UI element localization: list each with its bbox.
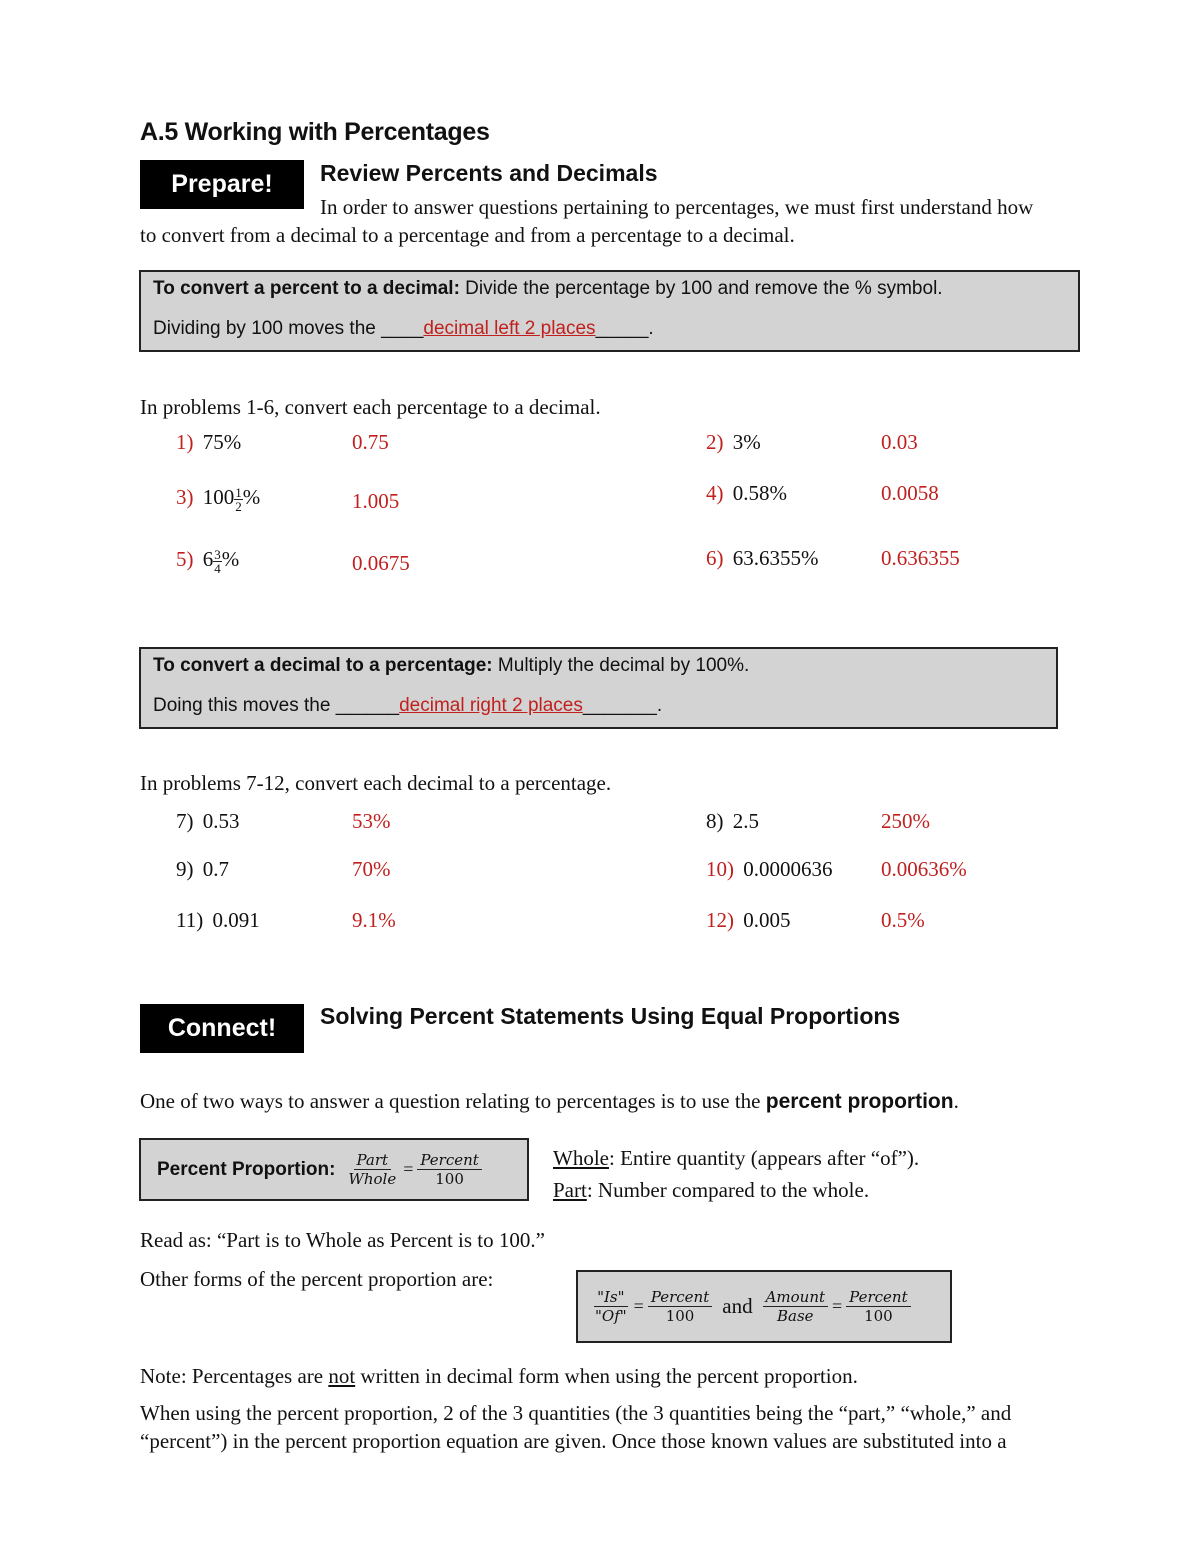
problem-6	[706, 546, 819, 571]
part-def: : Number compared to the whole.	[586, 1178, 870, 1202]
problem-answer: 1.005	[352, 489, 400, 513]
problem-10	[706, 857, 833, 882]
prepare-intro-line1: In order to answer questions pertaining to percentages, we must first understand how	[320, 195, 1034, 219]
frac-denominator: 100	[435, 1170, 464, 1188]
problem-answer: 0.75	[352, 430, 389, 454]
decimal-to-percent-box	[139, 647, 1058, 729]
frac-denominator: 100	[864, 1307, 893, 1325]
whole-def: : Entire quantity (appears after “of”).	[608, 1146, 920, 1170]
is-over-of	[592, 1288, 630, 1325]
prepare-tag	[140, 160, 304, 209]
problem-number: 6)	[706, 546, 724, 570]
box2-end: .	[656, 695, 663, 716]
frac-numerator: Percent	[417, 1151, 481, 1170]
box2-blank-post: _______	[582, 695, 657, 716]
other-forms-text: Other forms of the percent proportion are:	[140, 1267, 494, 1291]
fraction-numerator: 3	[214, 546, 221, 562]
frac-numerator: Percent	[846, 1288, 910, 1307]
problem-answer: 0.0058	[881, 481, 939, 505]
problem-answer: 9.1%	[352, 908, 396, 932]
problem-11	[176, 908, 260, 933]
problem-question: 2.5	[732, 809, 759, 833]
problem-9	[176, 857, 229, 882]
part-definition	[553, 1176, 869, 1204]
fraction-denominator: 4	[214, 560, 221, 576]
box1-answer: decimal left 2 places	[423, 318, 596, 339]
problem-question	[202, 546, 240, 576]
whole-definition	[553, 1144, 919, 1172]
frac-numerator: Part	[354, 1151, 392, 1170]
prepare-intro-line2: to convert from a decimal to a percentage and from a percentage to a decimal.	[140, 223, 795, 247]
connect-intro	[140, 1087, 959, 1116]
box1-end: .	[648, 318, 654, 339]
frac-numerator: Amount	[763, 1288, 828, 1307]
fraction-denominator: 2	[235, 498, 242, 514]
percent-over-100	[846, 1288, 910, 1325]
problem-question: 63.6355%	[732, 546, 819, 570]
problem-number: 2)	[706, 430, 724, 454]
note-text	[140, 1362, 858, 1390]
problem-number: 8)	[706, 809, 724, 833]
problem-answer: 0.5%	[881, 908, 925, 932]
problem-8	[706, 809, 759, 834]
problem-2	[706, 430, 761, 455]
problem-number: 11)	[176, 908, 204, 932]
problem-number: 10)	[706, 857, 734, 881]
box1-line2-prefix: Dividing by 100 moves the	[153, 318, 382, 339]
box1-blank-post: _____	[595, 318, 649, 339]
box1-line1	[153, 278, 943, 300]
part-over-whole	[345, 1151, 399, 1188]
problem-question: 0.005	[743, 908, 791, 932]
problem-answer: 0.03	[881, 430, 918, 454]
percent-over-100	[417, 1151, 481, 1188]
problem-12	[706, 908, 791, 933]
problem-number: 5)	[176, 547, 194, 571]
connect-tag-label: Connect!	[167, 1014, 277, 1042]
percent-proportion-box	[139, 1138, 529, 1201]
connect-tag	[140, 1004, 304, 1053]
problem-question: 0.58%	[732, 481, 787, 505]
percent-to-decimal-box	[139, 270, 1080, 352]
problem-question: 0.091	[212, 908, 260, 932]
read-as-text: Read as: “Part is to Whole as Percent is to 100.”	[140, 1228, 545, 1252]
note-not: not	[328, 1364, 356, 1388]
problem-question	[202, 484, 261, 514]
problem-number: 3)	[176, 485, 194, 509]
problem-number: 1)	[176, 430, 194, 454]
problem-4	[706, 481, 787, 506]
mixed-whole: 100	[202, 485, 235, 509]
prepare-tag-label: Prepare!	[171, 170, 273, 198]
section-title: A.5 Working with Percentages	[140, 118, 490, 146]
problem-answer: 53%	[352, 809, 391, 833]
frac-denominator: 100	[665, 1307, 695, 1325]
note-post: written in decimal form when using the percent proportion.	[355, 1364, 858, 1388]
and-word: and	[722, 1294, 753, 1318]
problem-answer: 70%	[352, 857, 391, 881]
mixed-whole: 6	[202, 547, 214, 571]
part1-instruction: In problems 1-6, convert each percentage to a decimal.	[140, 395, 601, 419]
box2-bold: To convert a decimal to a percentage:	[153, 655, 493, 676]
note-pre: Note: Percentages are	[140, 1364, 329, 1388]
paragraph-line2: “percent”) in the percent proportion equation are given. Once those known values are substituted into a	[140, 1429, 1007, 1453]
problem-question: 0.53	[202, 809, 240, 833]
equals-sign: =	[832, 1296, 843, 1316]
prepare-heading: Review Percents and Decimals	[320, 160, 658, 186]
box2-line1	[153, 655, 749, 677]
percent-proportion-term: percent proportion	[765, 1090, 954, 1113]
problem-answer: 0.0675	[352, 551, 410, 575]
mixed-fraction	[213, 548, 222, 575]
problem-1	[176, 430, 241, 455]
equals-sign: =	[633, 1296, 644, 1316]
equals-sign: =	[403, 1159, 414, 1179]
problem-number: 9)	[176, 857, 194, 881]
frac-numerator: "Is"	[594, 1288, 627, 1307]
problem-question: 3%	[732, 430, 761, 454]
other-forms-box	[576, 1270, 952, 1343]
whole-term: Whole	[553, 1146, 609, 1170]
percent-sign: %	[221, 547, 240, 571]
problem-question: 0.7	[202, 857, 229, 881]
problem-number: 12)	[706, 908, 734, 932]
part-term: Part	[553, 1178, 587, 1202]
box2-answer: decimal right 2 places	[399, 695, 583, 716]
frac-denominator: Base	[777, 1307, 814, 1325]
box1-line2	[153, 318, 654, 340]
connect-heading: Solving Percent Statements Using Equal Proportions	[320, 1003, 901, 1029]
paragraph-line1: When using the percent proportion, 2 of the 3 quantities (the 3 quantities being the “part,” “whole,” and	[140, 1401, 1012, 1425]
amount-over-base	[763, 1288, 828, 1325]
box1-blank-pre: ____	[381, 318, 424, 339]
fraction-numerator: 1	[235, 484, 242, 500]
connect-intro-end: .	[953, 1089, 959, 1113]
frac-denominator: "Of"	[595, 1307, 627, 1325]
problem-answer: 0.00636%	[881, 857, 967, 881]
box2-rest: Multiply the decimal by 100%.	[492, 655, 750, 676]
mixed-fraction	[234, 486, 243, 513]
box2-line2-prefix: Doing this moves the	[153, 695, 336, 716]
percent-over-100	[648, 1288, 712, 1325]
problem-3	[176, 485, 260, 513]
problem-answer: 250%	[881, 809, 930, 833]
problem-number: 4)	[706, 481, 724, 505]
box2-blank-pre: ______	[335, 695, 400, 716]
box1-bold: To convert a percent to a decimal:	[153, 278, 460, 299]
box2-line2	[153, 695, 662, 717]
problem-question: 0.0000636	[743, 857, 833, 881]
part2-instruction: In problems 7-12, convert each decimal to a percentage.	[140, 771, 612, 795]
percent-proportion-label: Percent Proportion:	[157, 1158, 336, 1180]
problem-question: 75%	[202, 430, 242, 454]
problem-number: 7)	[176, 809, 194, 833]
box1-rest: Divide the percentage by 100 and remove the % symbol.	[459, 278, 943, 299]
problem-7	[176, 809, 240, 834]
frac-numerator: Percent	[648, 1288, 712, 1307]
frac-denominator: Whole	[348, 1170, 397, 1188]
percent-sign: %	[242, 485, 261, 509]
problem-5	[176, 547, 239, 575]
connect-intro-text: One of two ways to answer a question relating to percentages is to use the	[140, 1089, 766, 1113]
problem-answer: 0.636355	[881, 546, 960, 570]
